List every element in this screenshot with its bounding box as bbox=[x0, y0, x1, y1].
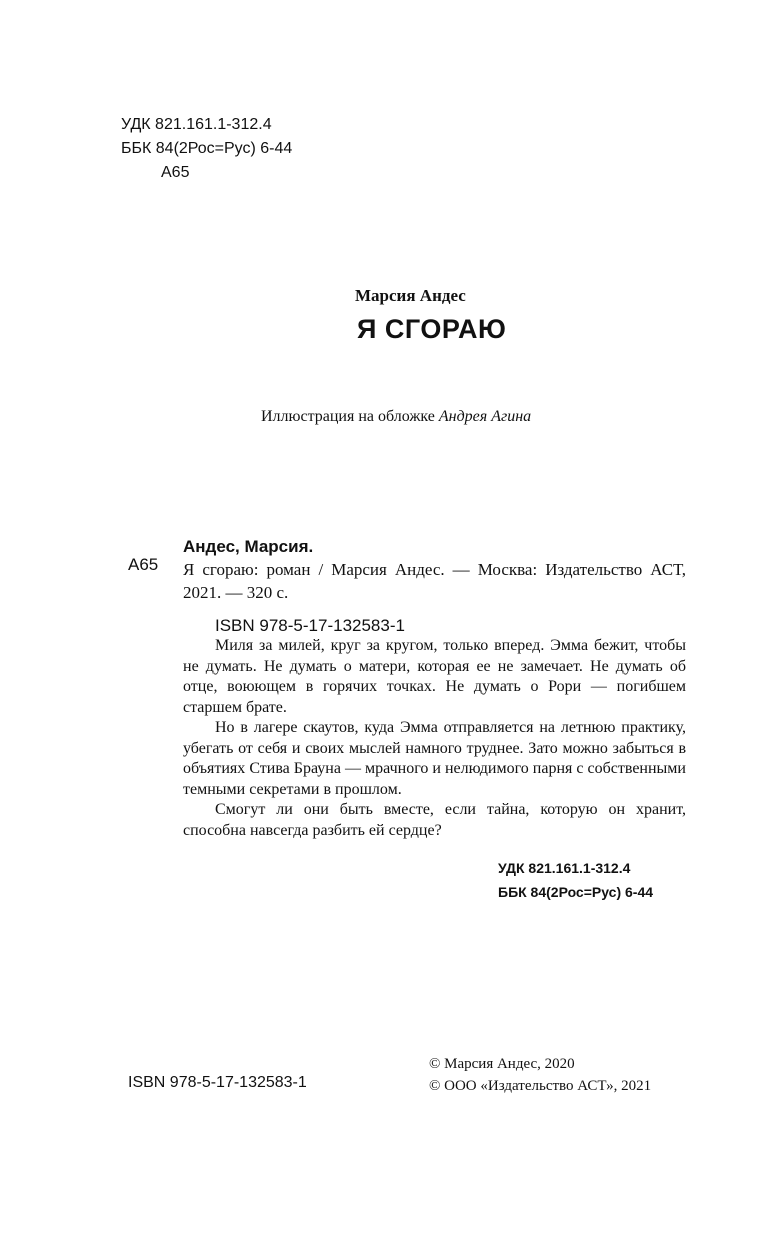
udk-code: УДК 821.161.1-312.4 bbox=[121, 116, 272, 133]
bibliographic-description: Я сгораю: роман / Марсия Андес. — Москва: Издательство АСТ, 2021. — 320 с. bbox=[183, 560, 686, 602]
udk-block bbox=[121, 113, 292, 185]
annotation-paragraph: Смогут ли они быть вместе, если тайна, которую он хранит, способна навсегда разбить ей сердце? bbox=[183, 801, 686, 839]
bibliographic-record bbox=[183, 535, 686, 637]
bbk-code: ББК 84(2Рос=Рус) 6-44 bbox=[121, 140, 293, 157]
book-title: Я СГОРАЮ bbox=[357, 314, 507, 344]
bibliographic-index-code: А65 bbox=[128, 555, 159, 574]
author-sign-code: А65 bbox=[161, 164, 190, 181]
bibliographic-author-heading: Андес, Марсия. bbox=[183, 537, 314, 556]
annotation-paragraph: Миля за милей, круг за кругом, только вперед. Эмма бежит, чтобы не думать. Не думать о матери, которая ее не замечает. Не думать об отце, воюющем в горячих точках. Не думать о Рори — погибшем старшем брате. bbox=[183, 637, 686, 716]
annotation bbox=[183, 636, 686, 841]
udk-bottom-block bbox=[498, 856, 653, 904]
copyright-publisher: © ООО «Издательство АСТ», 2021 bbox=[429, 1078, 652, 1094]
udk-bottom-code: УДК 821.161.1-312.4 bbox=[498, 860, 631, 876]
illustration-credit bbox=[261, 408, 531, 426]
copyright-author: © Марсия Андес, 2020 bbox=[429, 1056, 575, 1072]
illustration-artist: Андрея Агина bbox=[438, 408, 532, 425]
author-name: Марсия Андес bbox=[355, 286, 466, 305]
isbn-footer: ISBN 978-5-17-132583-1 bbox=[128, 1074, 307, 1091]
annotation-paragraph: Но в лагере скаутов, куда Эмма отправляется на летнюю практику, убегать от себя и своих мыслей намного труднее. Зато можно забыться в объятиях Стива Брауна — мрачного и нелюдимого парня с собственными темными секретами в прошлом. bbox=[183, 719, 686, 798]
illustration-prefix: Иллюстрация на обложке bbox=[261, 408, 439, 425]
copyright-block bbox=[429, 1053, 651, 1097]
bibliographic-isbn: ISBN 978-5-17-132583-1 bbox=[215, 616, 405, 635]
bbk-bottom-code: ББК 84(2Рос=Рус) 6-44 bbox=[498, 884, 654, 900]
